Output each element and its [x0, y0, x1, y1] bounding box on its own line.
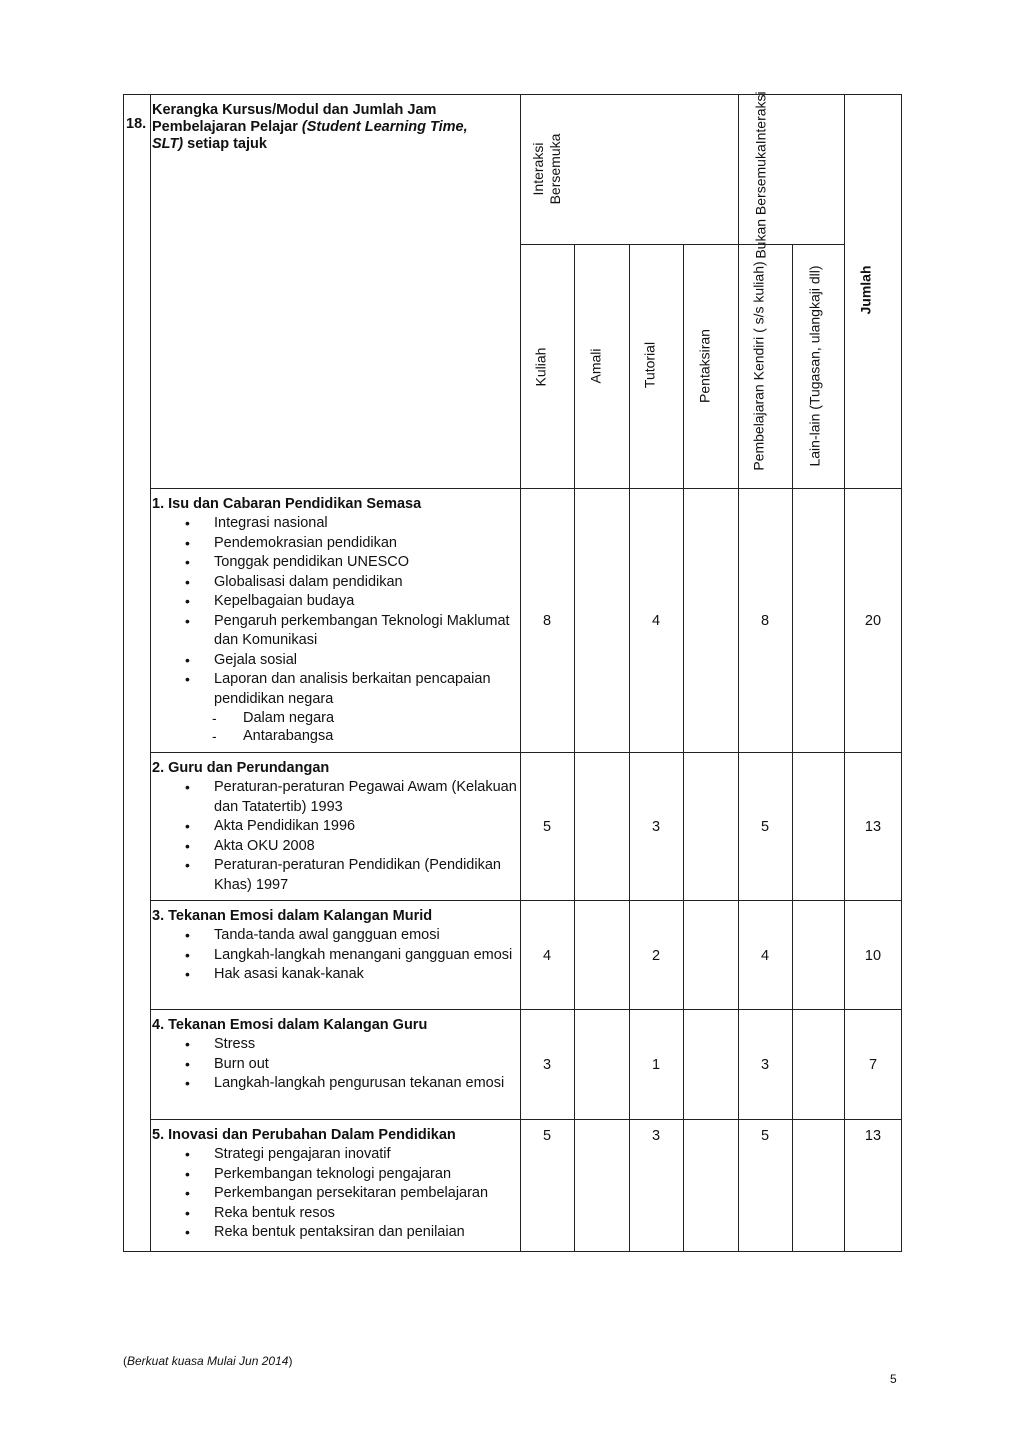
list-item: • Laporan dan analisis berkaitan pencapaian pendidikan negara	[152, 670, 517, 709]
footer-open-paren: (	[123, 1354, 127, 1368]
list-item: • Hak asasi kanak-kanak	[152, 965, 517, 985]
list-item: • Strategi pengajaran inovatif	[152, 1145, 517, 1165]
cell-kendiri: 8	[760, 613, 770, 629]
list-item: • Tonggak pendidikan UNESCO	[152, 553, 517, 573]
topic-5	[152, 1127, 517, 1243]
cell-kuliah: 4	[542, 948, 552, 964]
topic-title: 4. Tekanan Emosi dalam Kalangan Guru	[152, 1017, 428, 1033]
cell-kendiri: 5	[760, 819, 770, 835]
cell-kendiri: 3	[760, 1057, 770, 1073]
topic-items	[152, 926, 517, 985]
cell-jumlah: 20	[864, 613, 882, 629]
list-item: • Peraturan-peraturan Pegawai Awam (Kelakuan dan Tatatertib) 1993	[152, 778, 517, 817]
topic-items	[152, 514, 517, 745]
cell-kuliah: 3	[542, 1057, 552, 1073]
list-item: • Akta OKU 2008	[152, 837, 517, 857]
col-header-tutorial: Tutorial	[641, 341, 658, 389]
topic-2	[152, 760, 517, 895]
cell-tutorial: 2	[651, 948, 661, 964]
cell-tutorial: 3	[651, 1128, 661, 1144]
list-item: • Reka bentuk pentaksiran dan penilaian	[152, 1223, 517, 1243]
cell-jumlah: 13	[864, 1128, 882, 1144]
list-item: • Akta Pendidikan 1996	[152, 817, 517, 837]
heading-line-2-normal: Pembelajaran Pelajar	[152, 119, 302, 135]
cell-jumlah: 10	[864, 948, 882, 964]
list-item: • Langkah-langkah pengurusan tekanan emosi	[152, 1074, 517, 1094]
list-item: • Peraturan-peraturan Pendidikan (Pendidikan Khas) 1997	[152, 856, 517, 895]
cell-kuliah: 8	[542, 613, 552, 629]
list-item: • Stress	[152, 1035, 517, 1055]
cell-kuliah: 5	[542, 819, 552, 835]
list-item: • Tanda-tanda awal gangguan emosi	[152, 926, 517, 946]
cell-tutorial: 3	[651, 819, 661, 835]
cell-tutorial: 1	[651, 1057, 661, 1073]
cell-jumlah: 13	[864, 819, 882, 835]
heading-line-2	[152, 119, 517, 136]
col-header-jumlah: Jumlah	[857, 265, 874, 315]
topic-title: 1. Isu dan Cabaran Pendidikan Semasa	[152, 496, 422, 512]
list-item: • Gejala sosial	[152, 651, 517, 671]
list-item: • Pendemokrasian pendidikan	[152, 534, 517, 554]
footer-close-paren: )	[288, 1354, 293, 1368]
topic-items	[152, 1035, 517, 1094]
group-header-non-face-to-face: Bukan BersemukaInteraksi	[752, 91, 769, 259]
list-item: • Integrasi nasional	[152, 514, 517, 534]
effective-date-note	[123, 1354, 292, 1368]
topic-1	[152, 496, 517, 745]
topic-items	[152, 1145, 517, 1243]
section-number: 18.	[126, 116, 147, 132]
heading-line-3	[152, 136, 517, 153]
heading-line-1: Kerangka Kursus/Modul dan Jumlah Jam	[152, 102, 437, 118]
list-item: • Globalisasi dalam pendidikan	[152, 573, 517, 593]
topic-4	[152, 1017, 517, 1094]
topic-title: 2. Guru dan Perundangan	[152, 760, 330, 776]
list-item: • Burn out	[152, 1055, 517, 1075]
table-heading	[152, 102, 517, 153]
page-number: 5	[890, 1372, 897, 1386]
col-header-kendiri: Pembelajaran Kendiri ( s/s kuliah)	[750, 261, 767, 471]
topic-title: 5. Inovasi dan Perubahan Dalam Pendidikan	[152, 1127, 456, 1143]
list-item: • Kepelbagaian budaya	[152, 592, 517, 612]
cell-kuliah: 5	[542, 1128, 552, 1144]
col-header-pentaksiran: Pentaksiran	[696, 329, 713, 403]
list-item: • Langkah-langkah menangani gangguan emosi	[152, 946, 517, 966]
list-item: • Pengaruh perkembangan Teknologi Maklumat dan Komunikasi	[152, 612, 517, 651]
topic-3	[152, 908, 517, 985]
heading-line-2-italic: (Student Learning Time,	[301, 119, 468, 135]
topic-title: 3. Tekanan Emosi dalam Kalangan Murid	[152, 908, 433, 924]
group-header-face-to-face	[530, 134, 564, 205]
cell-kendiri: 5	[760, 1128, 770, 1144]
list-item: • Perkembangan persekitaran pembelajaran	[152, 1184, 517, 1204]
col-header-lain: Lain-lain (Tugasan, ulangkaji dll)	[806, 265, 823, 467]
heading-line-3-normal: setiap tajuk	[183, 136, 267, 152]
col-header-amali: Amali	[587, 348, 604, 384]
footer-italic-text: Berkuat kuasa Mulai Jun 2014	[127, 1354, 289, 1368]
topic-items	[152, 778, 517, 895]
sub-list-item: - Antarabangsa	[152, 727, 517, 745]
list-item: • Reka bentuk resos	[152, 1204, 517, 1224]
group-header-line-1: Interaksi	[530, 142, 546, 196]
group-header-line-2: Bersemuka	[547, 133, 563, 205]
col-header-kuliah: Kuliah	[532, 347, 549, 387]
sub-list-item: - Dalam negara	[152, 709, 517, 727]
cell-tutorial: 4	[651, 613, 661, 629]
list-item: • Perkembangan teknologi pengajaran	[152, 1165, 517, 1185]
cell-jumlah: 7	[868, 1057, 878, 1073]
heading-line-3-italic: SLT)	[152, 136, 184, 152]
cell-kendiri: 4	[760, 948, 770, 964]
